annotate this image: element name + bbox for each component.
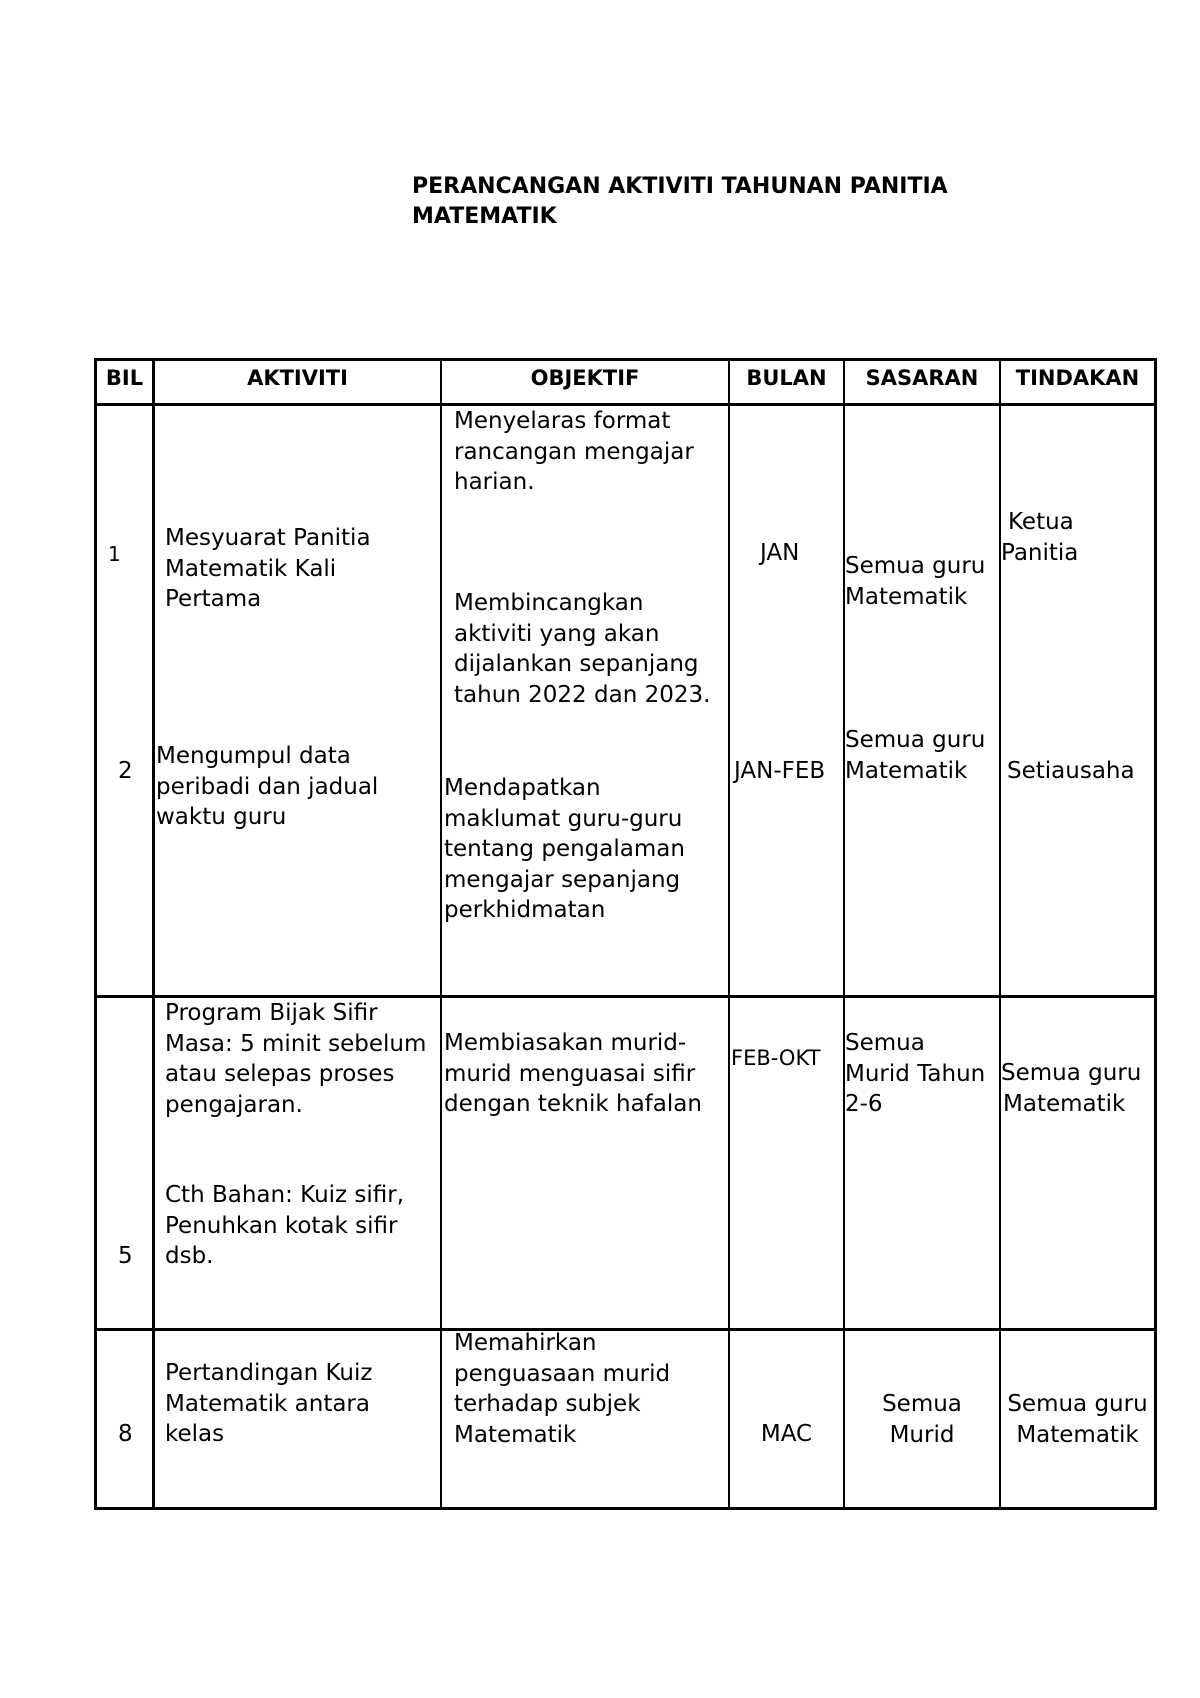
text-line: penguasaan murid — [454, 1360, 671, 1387]
text-line: rancangan mengajar — [454, 438, 694, 465]
row3-sasaran — [845, 1389, 999, 1450]
text-line: Matematik antara — [165, 1390, 370, 1417]
text-line: Matematik — [845, 583, 968, 610]
text-line: tentang pengalaman — [444, 836, 685, 862]
text-line: dsb. — [165, 1243, 214, 1269]
text-line: waktu guru — [156, 804, 287, 830]
text-word: Tahun — [917, 1060, 986, 1087]
text-line: perkhidmatan — [444, 897, 606, 923]
row1-bil-b: 2 — [118, 758, 133, 784]
row1-tindakan-b: Setiausaha — [1007, 758, 1135, 784]
row1-aktiviti-b — [156, 741, 378, 833]
text-line: Matematik Kali — [165, 555, 337, 582]
text-line: Ketua — [1008, 509, 1074, 535]
text-line: Semua guru — [845, 727, 986, 753]
header-bulan: BULAN — [746, 366, 827, 390]
row3-tindakan — [1001, 1389, 1154, 1450]
text-line: atau selepas proses — [165, 1061, 395, 1087]
text-line: Matematik — [1016, 1421, 1139, 1448]
text-line: Pertama — [165, 586, 262, 612]
page-title-line-2: MATEMATIK — [412, 204, 557, 229]
text-line: peribadi dan jadual — [156, 773, 379, 800]
row1-bil-a: 1 — [108, 542, 121, 566]
text-line: mengajar sepanjang — [444, 866, 681, 893]
row1-bulan-b: JAN-FEB — [734, 758, 826, 784]
table-rule — [1154, 358, 1157, 1510]
row3-bil: 8 — [118, 1421, 133, 1447]
row1-bulan-a: JAN — [760, 540, 800, 566]
text-line: aktiviti yang akan — [454, 620, 660, 647]
row2-bulan: FEB-OKT — [731, 1046, 821, 1070]
text-line: 2-6 — [845, 1091, 883, 1117]
table-rule — [152, 358, 155, 1510]
row2-tindakan — [1001, 1058, 1141, 1119]
header-bil: BIL — [105, 366, 144, 390]
row1-sasaran-b — [845, 725, 985, 786]
text-line: Semua — [845, 1030, 925, 1056]
text-line: Semua — [882, 1391, 962, 1417]
text-line: dengan teknik hafalan — [444, 1091, 702, 1117]
text-line: Masa: 5 minit sebelum — [165, 1030, 427, 1057]
text-line: terhadap subjek — [454, 1391, 641, 1417]
text-line: Matematik — [1003, 1090, 1126, 1117]
text-line: Membiasakan murid- — [444, 1030, 687, 1056]
row2-bil: 5 — [118, 1243, 133, 1269]
text-line: Cth Bahan: Kuiz sifir, — [165, 1182, 405, 1208]
table-rule — [94, 358, 1157, 361]
text-line: Mesyuarat Panitia — [165, 525, 371, 551]
text-line: harian. — [454, 469, 535, 495]
row2-objektif — [444, 1028, 702, 1120]
row2-sasaran — [845, 1028, 985, 1120]
text-line: Pertandingan Kuiz — [165, 1360, 373, 1386]
page-title — [412, 172, 1052, 232]
text-line: Penuhkan kotak sifir — [165, 1212, 398, 1239]
row3-aktiviti — [165, 1358, 372, 1450]
text-line: pengajaran. — [165, 1091, 303, 1118]
text-line: maklumat guru-guru — [444, 805, 683, 832]
text-word: Murid — [845, 1060, 910, 1087]
row1-aktiviti-a — [165, 523, 371, 615]
row2-aktiviti-b — [165, 1180, 404, 1272]
text-line: kelas — [165, 1421, 225, 1447]
row3-objektif — [454, 1328, 670, 1450]
text-line: Semua guru — [1001, 1060, 1142, 1086]
text-line: Semua guru — [845, 553, 986, 579]
table-rule — [94, 1507, 1157, 1510]
table-rule — [94, 358, 97, 1510]
activity-table — [94, 358, 1157, 1508]
text-line: Murid — [889, 1421, 955, 1448]
header-sasaran: SASARAN — [865, 366, 979, 390]
text-line: Memahirkan — [454, 1330, 597, 1356]
text-line: Membincangkan — [454, 590, 644, 616]
text-line: Matematik — [454, 1421, 577, 1448]
text-line — [845, 1059, 985, 1090]
row1-tindakan-a — [1001, 507, 1078, 568]
row1-objektif-a — [454, 406, 694, 498]
row1-objektif-c — [444, 773, 685, 926]
header-objektif: OBJEKTIF — [530, 366, 640, 390]
table-rule — [843, 358, 845, 1510]
header-aktiviti: AKTIVITI — [247, 366, 348, 390]
text-line: Mengumpul data — [156, 743, 351, 769]
row1-sasaran-a — [845, 551, 985, 612]
row3-bulan: MAC — [760, 1421, 813, 1447]
row2-aktiviti-a — [165, 998, 426, 1120]
text-line: Program Bijak Sifir — [165, 1000, 378, 1026]
table-rule — [440, 358, 442, 1510]
row1-objektif-b — [454, 588, 710, 710]
text-line: Menyelaras format — [454, 408, 671, 434]
text-line: Mendapatkan — [444, 775, 601, 801]
text-line: murid menguasai sifir — [444, 1060, 696, 1087]
text-line: Panitia — [1001, 539, 1079, 566]
table-rule — [728, 358, 730, 1510]
text-line: Semua guru — [1007, 1391, 1148, 1417]
page-title-line-1: PERANCANGAN AKTIVITI TAHUNAN PANITIA — [412, 174, 948, 199]
header-tindakan: TINDAKAN — [1015, 366, 1140, 390]
text-line: Matematik — [845, 757, 968, 784]
text-line: tahun 2022 dan 2023. — [454, 681, 711, 708]
text-line: dijalankan sepanjang — [454, 651, 699, 677]
